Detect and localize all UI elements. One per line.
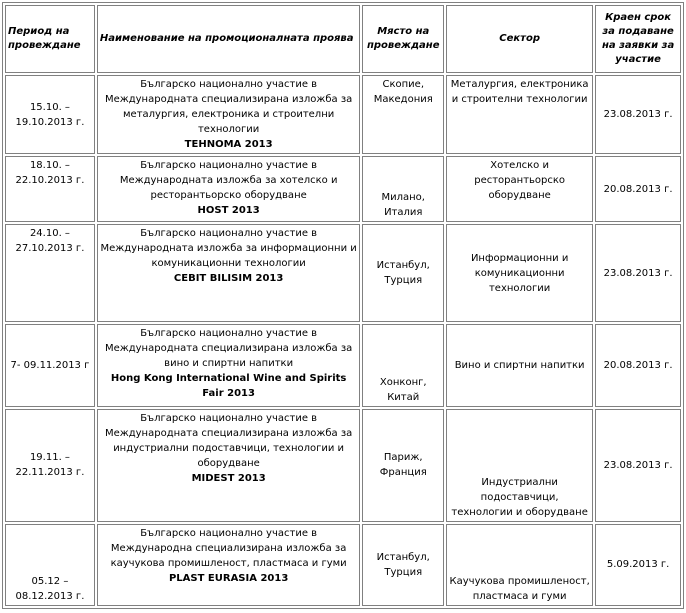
- cell-sector: Индустриални подоставчици, технологии и оборудване: [446, 409, 593, 522]
- cell-place: Милано, Италия: [362, 156, 444, 222]
- cell-sector: Металургия, електроника и строителни технологии: [446, 75, 593, 154]
- event-title: PLAST EURASIA 2013: [168, 572, 289, 584]
- event-description: Българско национално участие в Международната изложба за хотелско и ресторантьорско оборудване: [119, 160, 338, 202]
- table-row: [5, 224, 681, 322]
- table-row: [5, 324, 681, 406]
- event-title: HOST 2013: [197, 205, 260, 217]
- table-row: [5, 409, 681, 522]
- cell-place: Истанбул, Турция: [362, 224, 444, 322]
- cell-period: 15.10. – 19.10.2013 г.: [5, 75, 95, 154]
- cell-period: 7- 09.11.2013 г: [5, 324, 95, 406]
- cell-place: Истанбул, Турция: [362, 524, 444, 606]
- cell-sector: Каучукова промишленост, пластмаса и гуми: [446, 524, 593, 606]
- cell-deadline: 20.08.2013 г.: [595, 156, 681, 222]
- header-deadline: Краен срок за подаване на заявки за участие: [595, 5, 681, 73]
- cell-place: Скопие, Македония: [362, 75, 444, 154]
- table-row: [5, 75, 681, 154]
- cell-name: [97, 324, 361, 406]
- cell-name: [97, 75, 361, 154]
- event-description: Българско национално участие в Международната специализирана изложба за металургия, електроника и строителни технологии: [104, 79, 353, 135]
- header-name: Наименование на промоционалната проява: [97, 5, 361, 73]
- event-title: Hong Kong International Wine and Spirits Fair 2013: [110, 373, 347, 400]
- cell-place: Париж, Франция: [362, 409, 444, 522]
- cell-deadline: 23.08.2013 г.: [595, 75, 681, 154]
- table-row: [5, 524, 681, 606]
- table-row: [5, 156, 681, 222]
- event-description: Българско национално участие в Международната специализирана изложба за вино и спиртни напитки: [104, 328, 353, 370]
- header-sector: Сектор: [446, 5, 593, 73]
- cell-deadline: 5.09.2013 г.: [595, 524, 681, 606]
- event-title: TEHNOMA 2013: [184, 139, 273, 150]
- cell-name: [97, 224, 361, 322]
- cell-place: Хонконг, Китай: [362, 324, 444, 406]
- event-title: MIDEST 2013: [191, 472, 266, 484]
- event-description: Българско национално участие в Международната специализирана изложба за индустриални подоставчици, технологии и оборудване: [104, 412, 353, 469]
- cell-deadline: 23.08.2013 г.: [595, 224, 681, 322]
- cell-name: [97, 524, 361, 606]
- cell-period: 19.11. – 22.11.2013 г.: [5, 409, 95, 522]
- cell-sector: Вино и спиртни напитки: [446, 324, 593, 406]
- exhibitions-table: [2, 2, 684, 609]
- header-period: Период на провеждане: [5, 5, 95, 73]
- cell-name: [97, 156, 361, 222]
- cell-deadline: 23.08.2013 г.: [595, 409, 681, 522]
- cell-period: 05.12 – 08.12.2013 г.: [5, 524, 95, 606]
- cell-name: [97, 409, 361, 522]
- event-description: Българско национално участие в Международната изложба за информационни и комуникационни технологии: [100, 228, 357, 270]
- cell-period: 18.10. – 22.10.2013 г.: [5, 156, 95, 222]
- event-title: CEBIT BILISIM 2013: [173, 273, 284, 285]
- cell-sector: Информационни и комуникационни технологии: [446, 224, 593, 322]
- cell-sector: Хотелско и ресторантьорско оборудване: [446, 156, 593, 222]
- cell-period: 24.10. – 27.10.2013 г.: [5, 224, 95, 322]
- cell-deadline: 20.08.2013 г.: [595, 324, 681, 406]
- event-description: Българско национално участие в Международна специализирана изложба за каучукова промишленост, пластмаса и гуми: [110, 527, 347, 569]
- header-place: Място на провеждане: [362, 5, 444, 73]
- table-header-row: [5, 5, 681, 73]
